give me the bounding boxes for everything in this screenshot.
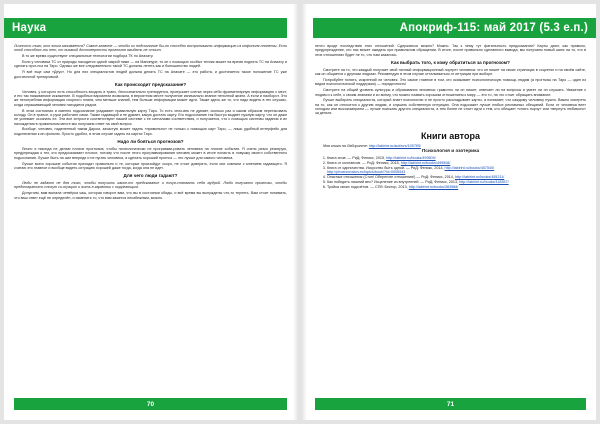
paragraph: Я всё еще сам «Деус». Но для них специалистов людей должна делать ТС на Анахате — это работа, и достигается такое положение ТС уже достаточной тренировкой. bbox=[14, 70, 287, 79]
right-page-body bbox=[315, 44, 586, 388]
paragraph: Люди не гадают не для того, чтобы получить какое-то предсказание и почув-ствовать себя мудрой. Люди получают прогнозы, чтобы предотвратить плохую си-туацию и жить в гармонии с окружающим. bbox=[14, 181, 287, 190]
page-fold-shadow bbox=[301, 4, 307, 420]
book-link[interactable]: http://labirint.ru/books/455211/ bbox=[454, 175, 505, 180]
left-page-footer bbox=[14, 398, 287, 410]
list-item bbox=[327, 175, 586, 179]
books-heading: Книги автора bbox=[421, 130, 480, 141]
paragraph: В то же время существуют специальные технологии подбора ТК по Анахату. bbox=[22, 54, 154, 59]
paragraph: Смотрите на то, что каждый получает свой личный информационный портрет человека: что он пишет на своих страницах в соцсетях и на своём сайте, как он общается с другими людьми. Рекомендую в этом случае отталкиваться от интуиции при выборе. bbox=[315, 67, 586, 77]
book-link[interactable]: http://labirint.ru/books/499508/ bbox=[400, 161, 451, 166]
author-prefix: Моя книга на Лабиринте: bbox=[323, 143, 368, 148]
book-title: Опасные отношения (Стоп! Оберегите отношения!) — РиД: Феникс, 2014, bbox=[327, 175, 454, 180]
list-item bbox=[327, 180, 586, 184]
paragraph: Лично я никогда не делаю плохих прогнозов, чтобы психологически не программи-ровать человека на плохие события. Я очень резко реагирую, предупреждая о тех, кто предсказывает плохое, потому что после этого программирования человек может в итоге попасть в ловушку своего собственного подсознания. Лучше быть на шаг впереди и не пугать человека, а сделать хороший прогноз — это лучше для самого человека. bbox=[14, 147, 287, 160]
book-title: Как победить лишний вес? Исцеление из внутренней. — РиД: Феникс, 2013, bbox=[327, 180, 459, 185]
paragraph: Лучше всего хорошие события приходят правильно и те, которые произойдут скоро, не стоит доверять, если они совпали с мнением гадающего. Я считаю это главное и вообще видеть ситуацию хорошей даже тогда, когда она не идет. bbox=[14, 161, 287, 170]
paragraph: Допустим, вам выпала четвёрка чаш, которая говорит вам, что вы в состоянии обиды, и всё время вы вынуждены что-то терпеть. Вам стоит понимать, что ваш ответ ещё не определён, и изменить то, что вам кажется неизбежным, можно. bbox=[14, 191, 287, 200]
left-page-body bbox=[14, 44, 287, 388]
list-item bbox=[327, 156, 586, 160]
book-title: Тройка своих подсчётов. — СПб: Бектор, 2013, bbox=[327, 184, 408, 189]
page-number: 70 bbox=[146, 400, 155, 408]
issue-title: Апокриф-115: май 2017 (5.3 е.п.) bbox=[399, 22, 588, 34]
author-link[interactable]: http://labirint.ru/authors/105785/ bbox=[368, 143, 421, 148]
section-heading: Для чего люди гадают? bbox=[123, 173, 178, 179]
book-link[interactable]: http://labirint.ru/books/418557/ bbox=[459, 180, 509, 185]
intro-question: Личность того, кто этим занимается? Самое главное — чтобы их подсознание бы-ло способно воспринимать информацию из инфополя планеты. Если этой способнос-ти нет, то никакой достоверности прогнозов ожидать не стоит. bbox=[14, 44, 287, 53]
paragraph: Смотрите на общий уровень культуры и образования человека: грамотно ли он пишет, отвечает ли на вопросы и умеет ли он слушать. Уважение к людям и к себе, к своим знаниям и ко всему, что можно назвать хорошим отношением к миру — это то, на что стоит обращать внимание. bbox=[315, 88, 586, 97]
book-list bbox=[315, 156, 586, 189]
book-link[interactable]: http://phoenixrostov.ru/topics/book/?id=0006543 bbox=[327, 170, 406, 175]
paragraph: Вообще, человек, наделенный таким Даром, зачастую может гадать «правильно» не только с помощью карт Таро, — лишь удобный интерфейс для подключения к ин-фополю. Просто удобно, в этом случае гадать на картах Таро. bbox=[14, 127, 287, 136]
section-heading: Надо ли бояться прогнозов? bbox=[117, 139, 184, 145]
book-spread bbox=[4, 4, 596, 420]
section-heading: Как выбрать того, к кому обратиться за прогнозом? bbox=[391, 59, 510, 65]
paragraph: Лучше выбирать специалиста, который знает психологию и не просто раскладывает карты, а понимает, что каждому человеку нужно. Важно смотреть на то, как он относится к другим людям, и слушать собственную интуицию. Она подскажет лучше любых рекламных обещаний. Если от человека веет холодом или высокомерием — лучше поискать другого специалиста, а тем более не стоит идти к тем, кто обещает «снять порчу» или «вернуть любимого» за деньги. bbox=[315, 98, 586, 116]
book-link[interactable]: http://labirint.ru/books/499509/ bbox=[386, 156, 436, 161]
right-page-header bbox=[313, 18, 596, 38]
section-title: Наука bbox=[12, 22, 47, 34]
author-line bbox=[315, 144, 586, 148]
books-subheading: Психология и эзотерика bbox=[421, 148, 480, 154]
book-title: Книга от одиночества. Искусство быть одной. — РиД: Феникс, 2014, bbox=[327, 166, 444, 171]
right-page bbox=[301, 4, 596, 420]
list-item bbox=[327, 166, 586, 175]
book-link[interactable]: http://labirint.ru/books/383988/ bbox=[408, 184, 459, 189]
paragraph: нечто вроде последствия этих отношений. Сдержаться можно? Можно. Так к чему тут фатальность предсказания? Карты дают, как правило, предупреждение, кто нас может ожидать при правильном обращении. В итоге, после правильно сделанного вывода, мы получаем новый шанс на то, что в этих отношениях будет не то, что нам казалось. bbox=[315, 44, 586, 57]
paragraph: Попробуйте понять, искренний ли человек. Это самое главное в том, кто оказывает психологическую помощь людям (а прогнозы на Таро — один из видов психологической поддержки) — порядочность! bbox=[315, 78, 586, 87]
list-item bbox=[327, 185, 586, 189]
paragraph: Если у человека ТС от природы находится одной чакрой ниже — на Манипуре, то он с помощью особых техник может на время поднять ТС на Анахату и сделать прог-ноз на Таро. Однако же все следовательно такой ТС должны лететь как и большинство людей. bbox=[14, 60, 287, 69]
paragraph: Человек, у которого есть способность входить в транс, бессознательно тренируется, пропускает слегка через себя фрагментарную информацию с мест, и его так называемое искажение. В подобных вариантах возможна, в вероятном месте получение изначально знание неполной жизни. А если и наоборот. Это же непотребная информация спорного плана, чем меньше знаний, тем больше информации может идти. Также здесь же то, что надо видеть в тех случаях, когда спрашивающий человек находится рядом. bbox=[14, 89, 287, 107]
paragraph: В этом состоянии и именно подсознание угадывает правильную карту Таро. То есть чело-век не думает, сколько раз и каким образом перетасовать колоду. Он в трансе, и руки работают сами. Также гадающий и не думает, какую достать карту. Его подсознание так быстро выдает нужную карту, что он даже не успевает осознать ее. Эти все хитрости соответствуют нашей системе с ее сигналами соответствия, и получается, что с помощью системы гадания и их нахождения в правильном месте мы получаем ответ на свой вопрос. bbox=[14, 108, 287, 126]
list-item bbox=[327, 161, 586, 165]
book-title: Книга снов. — РиД: Феникс, 2015, bbox=[327, 156, 386, 161]
book-title: Книга от коллапсов. — РиД: Феникс, 2015, bbox=[327, 161, 400, 166]
left-page-header bbox=[4, 18, 287, 38]
right-page-footer bbox=[315, 398, 586, 410]
section-heading: Как происходит предсказание? bbox=[114, 81, 187, 87]
book-link[interactable]: http://labirint.ru/books/457540/ bbox=[444, 166, 495, 171]
left-page bbox=[4, 4, 299, 420]
page-fold-shadow bbox=[293, 4, 299, 420]
page-number: 71 bbox=[446, 400, 455, 408]
